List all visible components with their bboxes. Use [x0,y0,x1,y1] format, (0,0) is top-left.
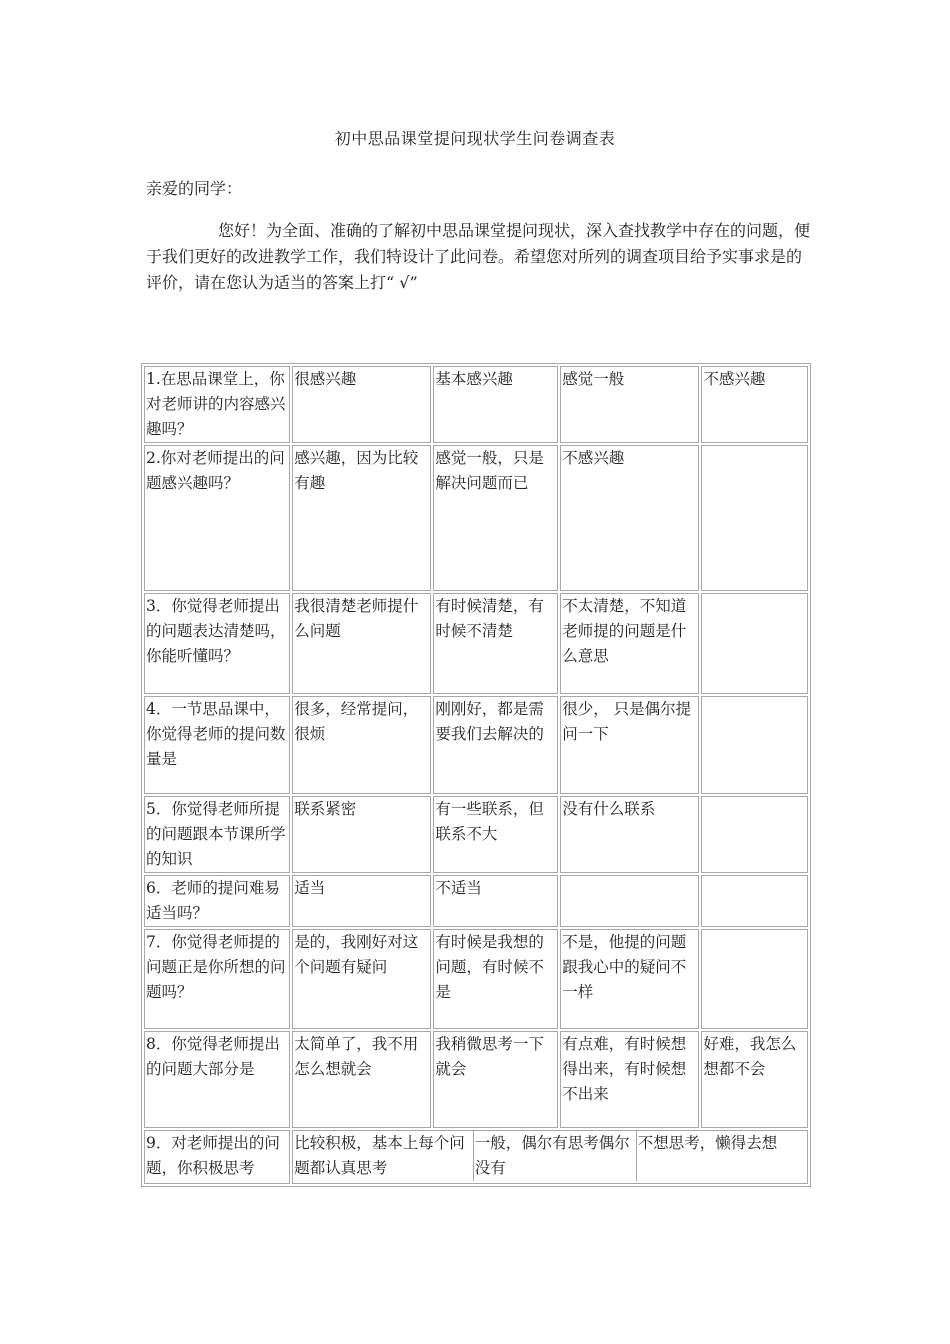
option-cell[interactable]: 适当 [292,875,431,927]
inner-options-table [293,1131,808,1181]
page-title: 初中思品课堂提问现状学生问卷调查表 [334,129,616,148]
option-cell[interactable] [560,875,699,927]
option-cell[interactable] [701,875,808,927]
greeting: 亲爱的同学： [146,179,243,198]
option-cell[interactable]: 刚刚好，都是需要我们去解决的 [433,696,558,794]
table-row [144,696,808,794]
option-cell[interactable]: 好难，我怎么想都不会 [701,1031,808,1128]
option-cell[interactable]: 没有什么联系 [560,796,699,873]
option-cell[interactable]: 一般，偶尔有思考偶尔没有 [473,1131,636,1181]
intro-paragraph: 您好！为全面、准确的了解初中思品课堂提问现状，深入查找教学中存在的问题，便于我们更好的改进教学工作，我们特设计了此问卷。希望您对所列的调查项目给予实事求是的评价，请在您认为适当的答案上打“ √” [146,221,811,292]
option-cell[interactable]: 不是，他提的问题跟我心中的疑问不一样 [560,929,699,1029]
option-cell[interactable]: 感觉一般，只是解决问题而已 [433,445,558,591]
option-cell[interactable] [701,696,808,794]
option-cell[interactable]: 不适当 [433,875,558,927]
question-cell: 4．一节思品课中，你觉得老师的提问数量是 [144,696,290,794]
option-cell[interactable]: 很多，经常提问，很烦 [292,696,431,794]
option-cell[interactable]: 是的，我刚好对这个问题有疑问 [292,929,431,1029]
question-cell: 9．对老师提出的问题，你积极思考 [144,1130,290,1184]
option-cell[interactable]: 不感兴趣 [560,445,699,591]
option-cell[interactable]: 很感兴趣 [292,366,431,443]
table-row [144,366,808,443]
option-cell[interactable]: 不太清楚，不知道老师提的问题是什么意思 [560,593,699,694]
question-cell: 8．你觉得老师提出的问题大部分是 [144,1031,290,1128]
question-cell: 7．你觉得老师提的问题正是你所想的问题吗？ [144,929,290,1029]
option-cell[interactable]: 基本感兴趣 [433,366,558,443]
option-cell[interactable]: 我很清楚老师提什么问题 [292,593,431,694]
option-cell[interactable]: 联系紧密 [292,796,431,873]
question-cell: 3．你觉得老师提出的问题表达清楚吗，你能听懂吗？ [144,593,290,694]
option-cell[interactable]: 比较积极，基本上每个问题都认真思考 [293,1131,473,1181]
table-row [144,796,808,873]
option-cell[interactable] [701,929,808,1029]
table-row [144,929,808,1029]
option-cell[interactable]: 感兴趣，因为比较有趣 [292,445,431,591]
option-cell[interactable]: 我稍微思考一下就会 [433,1031,558,1128]
survey-table [141,363,811,1187]
option-cell[interactable]: 有点难，有时候想得出来，有时候想不出来 [560,1031,699,1128]
option-cell[interactable]: 感觉一般 [560,366,699,443]
option-cell[interactable] [701,593,808,694]
options-group [292,1130,808,1184]
table-row [144,593,808,694]
option-cell[interactable]: 有时候清楚，有时候不清楚 [433,593,558,694]
option-cell[interactable]: 有时候是我想的问题，有时候不是 [433,929,558,1029]
question-cell: 6．老师的提问难易适当吗？ [144,875,290,927]
question-cell: 2.你对老师提出的问题感兴趣吗？ [144,445,290,591]
option-cell[interactable]: 很少， 只是偶尔提问一下 [560,696,699,794]
table-row [144,1031,808,1128]
table-row [144,875,808,927]
option-cell[interactable] [701,445,808,591]
table-row [144,1130,808,1184]
option-cell[interactable]: 太简单了，我不用怎么想就会 [292,1031,431,1128]
option-cell[interactable]: 不想思考，懒得去想 [637,1134,778,1152]
option-cell[interactable]: 有一些联系，但联系不大 [433,796,558,873]
option-cell[interactable] [701,796,808,873]
option-cell[interactable]: 不感兴趣 [701,366,808,443]
table-row [144,445,808,591]
question-cell: 1.在思品课堂上，你对老师讲的内容感兴趣吗？ [144,366,290,443]
question-cell: 5．你觉得老师所提的问题跟本节课所学的知识 [144,796,290,873]
